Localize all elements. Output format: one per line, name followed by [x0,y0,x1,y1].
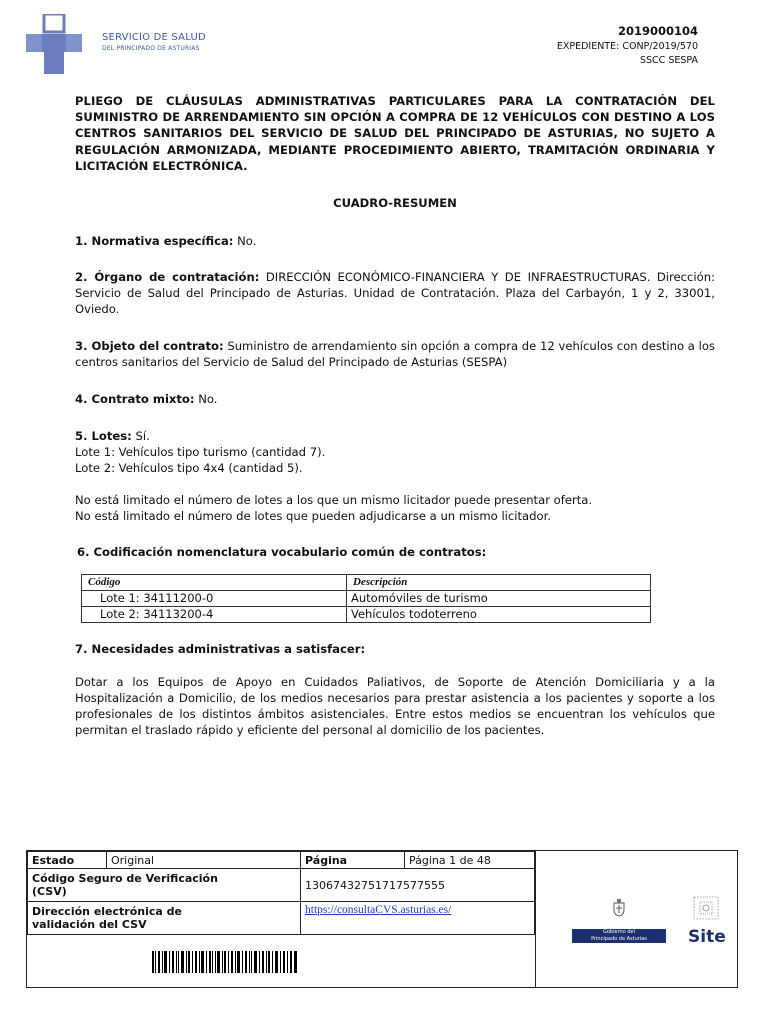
description-cell: Automóviles de turismo [347,591,651,607]
section-7-title: 7. Necesidades administrativas a satisfacer: [75,642,366,657]
pagina-label: Página [301,852,405,869]
section-2-text: DIRECCIÓN ECONÓMICO-FINANCIERA Y DE INFRAESTRUCTURAS. Dirección: Servicio de Salud del Principado de Asturias. Unidad de Contratación. Plaza del Carbayón, 1 y 2, 33001, Oviedo. [75,270,715,317]
lotes-note-1: No está limitado el número de lotes a los que un mismo licitador puede presentar oferta. [75,493,593,508]
gov-asturias-label [572,929,666,943]
code-cell: Lote 1: 34111200-0 [82,591,347,607]
section-5-text: Sí. [131,429,150,444]
barcode-icon [152,951,297,973]
sespa-logo-icon [26,14,84,76]
section-1 [75,233,715,249]
site-logo-text: Site [688,927,726,947]
expediente: EXPEDIENTE: CONP/2019/570 [556,41,698,52]
government-logos [535,851,738,987]
col-header-codigo: Código [82,575,347,591]
section-7-text: Dotar a los Equipos de Apoyo en Cuidados Paliativos, de Soporte de Atención Domiciliaria y a la Hospitalización a Domicilio, de los medios necesarios para prestar asistencia a los pacientes y soporte a los profesionales de los distintos ámbitos asistenciales. Entre estos medios se encuentran los vehículos que permitan el traslado rápido y eficiente del personal al domicilio de los pacientes. [75,675,715,738]
code-cell: Lote 2: 34113200-4 [82,607,347,623]
section-3 [75,338,715,370]
section-6-label [75,544,715,560]
section-4-text: No. [194,392,218,407]
section-7-label [75,641,715,657]
table-row [82,591,651,607]
lote-1: Lote 1: Vehículos tipo turismo (cantidad 7). [75,445,326,460]
pagina-value: Página 1 de 48 [405,852,535,869]
org-subname: DEL PRINCIPADO DE ASTURIAS [102,45,200,52]
gov-line-1: Gobierno del [603,929,635,935]
lote-2: Lote 2: Vehículos tipo 4x4 (cantidad 5). [75,461,303,476]
unit: SSCC SESPA [639,55,698,66]
csv-label [28,869,301,902]
lotes-note-2: No está limitado el número de lotes que pueden adjudicarse a un mismo licitador. [75,509,551,524]
section-2-label: 2. Órgano de contratación: [75,270,260,285]
table-header-row [82,575,651,591]
dir-value-cell [301,902,535,935]
validation-footer [26,850,738,988]
document-body [75,93,715,738]
site-emblem-icon [692,895,720,921]
section-1-text: No. [233,234,257,249]
csv-value: 13067432751717577555 [301,869,535,902]
section-3-label: 3. Objeto del contrato: [75,339,224,354]
section-3-text: Suministro de arrendamiento sin opción a compra de 12 vehículos con destino a los centros sanitarios del Servicio de Salud del Principado de Asturias (SESPA) [75,339,715,370]
section-heading: CUADRO-RESUMEN [333,196,457,211]
dir-label-text: Dirección electrónica de validación del CSV [32,905,182,931]
document-reference [557,24,698,66]
section-2 [75,269,715,317]
document-title: PLIEGO DE CLÁUSULAS ADMINISTRATIVAS PARTICULARES PARA LA CONTRATACIÓN DEL SUMINISTRO DE ARRENDAMIENTO SIN OPCIÓN A COMPRA DE 12 VEHÍCULOS CON DESTINO A LOS CENTROS SANITARIOS DEL SERVICIO DE SALUD DEL PRINCIPADO DE ASTURIAS, NO SUJETO A REGULACIÓN ARMONIZADA, MEDIANTE PROCEDIMIENTO ABIERTO, TRAMITACIÓN ORDINARIA Y LICITACIÓN ELECTRÓNICA. [75,94,715,173]
section-4-label: 4. Contrato mixto: [75,392,195,407]
table-row [82,607,651,623]
section-4 [75,391,715,407]
coat-of-arms-icon [612,899,626,917]
csv-validation-link[interactable]: https://consultaCVS.asturias.es/ [305,904,452,916]
col-header-descripcion: Descripción [347,575,651,591]
section-1-label: 1. Normativa específica: [75,234,234,249]
section-6-title: 6. Codificación nomenclatura vocabulario común de contratos: [77,545,487,560]
csv-label-text: Código Seguro de Verificación (CSV) [32,872,218,898]
org-name: SERVICIO DE SALUD [102,32,206,43]
validation-table [27,851,535,935]
estado-label: Estado [28,852,107,869]
gov-line-2: Principado de Asturias [591,936,647,942]
doc-number: 2019000104 [617,24,698,38]
description-cell: Vehículos todoterreno [347,607,651,623]
dir-label [28,902,301,935]
estado-value: Original [107,852,301,869]
section-5-label: 5. Lotes: [75,429,132,444]
cpv-codes-table [81,574,651,623]
section-5 [75,428,715,444]
